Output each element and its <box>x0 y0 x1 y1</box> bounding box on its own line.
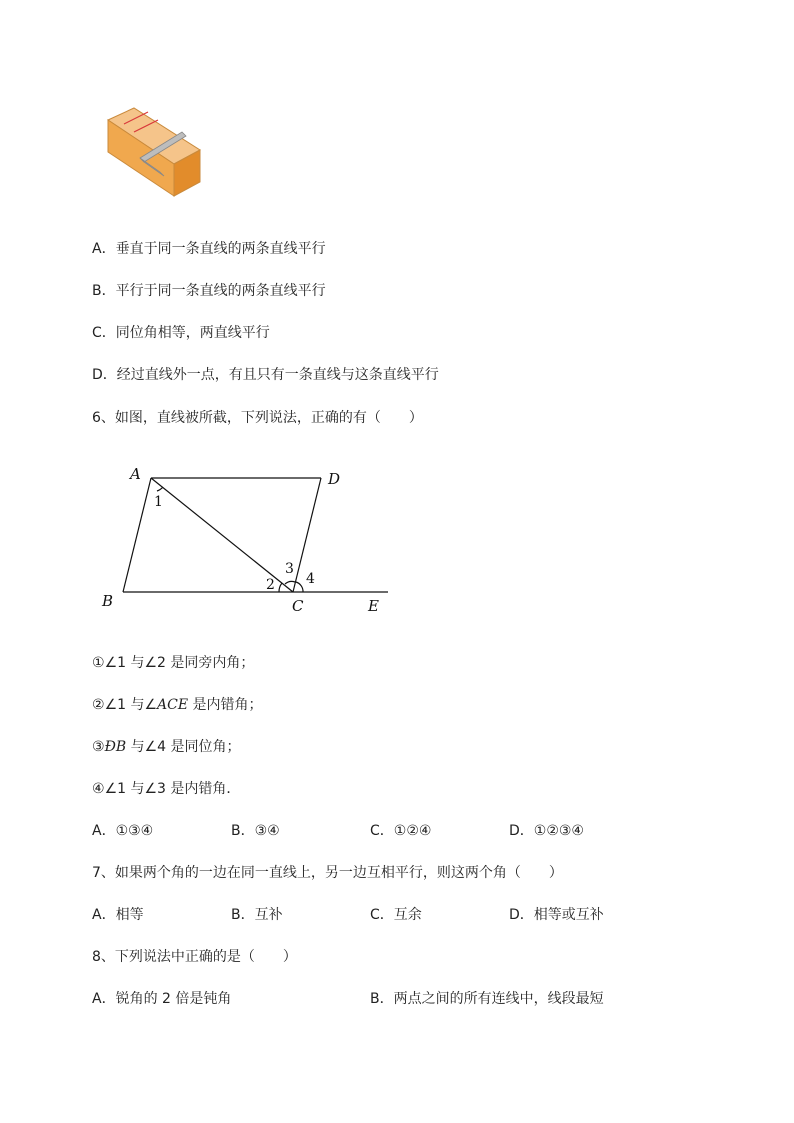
q5-option-c: C．同位角相等，两直线平行 <box>92 325 270 341</box>
q6-option-a: A．①③④ <box>92 823 154 839</box>
q8-option-b: B．两点之间的所有连线中，线段最短 <box>370 991 604 1007</box>
q6-statement-3: ③ÐB 与∠4 是同位角； <box>92 739 241 755</box>
q5-option-a: A．垂直于同一条直线的两条直线平行 <box>92 241 326 257</box>
q7-option-c: C．互余 <box>370 907 422 923</box>
q6-option-c: C．①②④ <box>370 823 432 839</box>
label-angle-1: 1 <box>154 494 163 510</box>
q7-stem: 7、如果两个角的一边在同一直线上，另一边互相平行，则这两个角（ ） <box>92 865 563 881</box>
q8-stem: 8、下列说法中正确的是（ ） <box>92 949 297 965</box>
q6-statement-4: ④∠1 与∠3 是内错角． <box>92 781 241 797</box>
q6-option-b: B．③④ <box>231 823 280 839</box>
q6-stem: 6、如图，直线被所截，下列说法，正确的有（ ） <box>92 410 423 426</box>
q5-option-d: D．经过直线外一点，有且只有一条直线与这条直线平行 <box>92 367 439 383</box>
label-point-e: E <box>368 597 379 615</box>
q6-option-d: D．①②③④ <box>509 823 584 839</box>
label-angle-3: 3 <box>285 561 294 577</box>
q7-option-b: B．互补 <box>231 907 283 923</box>
ruler-wood-illustration <box>104 104 204 200</box>
label-point-c: C <box>292 597 304 615</box>
label-point-d: D <box>328 470 341 488</box>
q5-option-b: B．平行于同一条直线的两条直线平行 <box>92 283 326 299</box>
q7-option-a: A．相等 <box>92 907 144 923</box>
label-point-a: A <box>130 465 141 483</box>
label-angle-4: 4 <box>306 571 315 587</box>
label-point-b: B <box>102 592 114 610</box>
q6-statement-2: ②∠1 与∠ACE 是内错角； <box>92 697 263 713</box>
q8-option-a: A．锐角的 2 倍是钝角 <box>92 991 232 1007</box>
label-angle-2: 2 <box>266 577 275 593</box>
q6-statement-1: ①∠1 与∠2 是同旁内角； <box>92 655 255 671</box>
q6-geometry-figure <box>96 460 396 620</box>
q7-option-d: D．相等或互补 <box>509 907 604 923</box>
